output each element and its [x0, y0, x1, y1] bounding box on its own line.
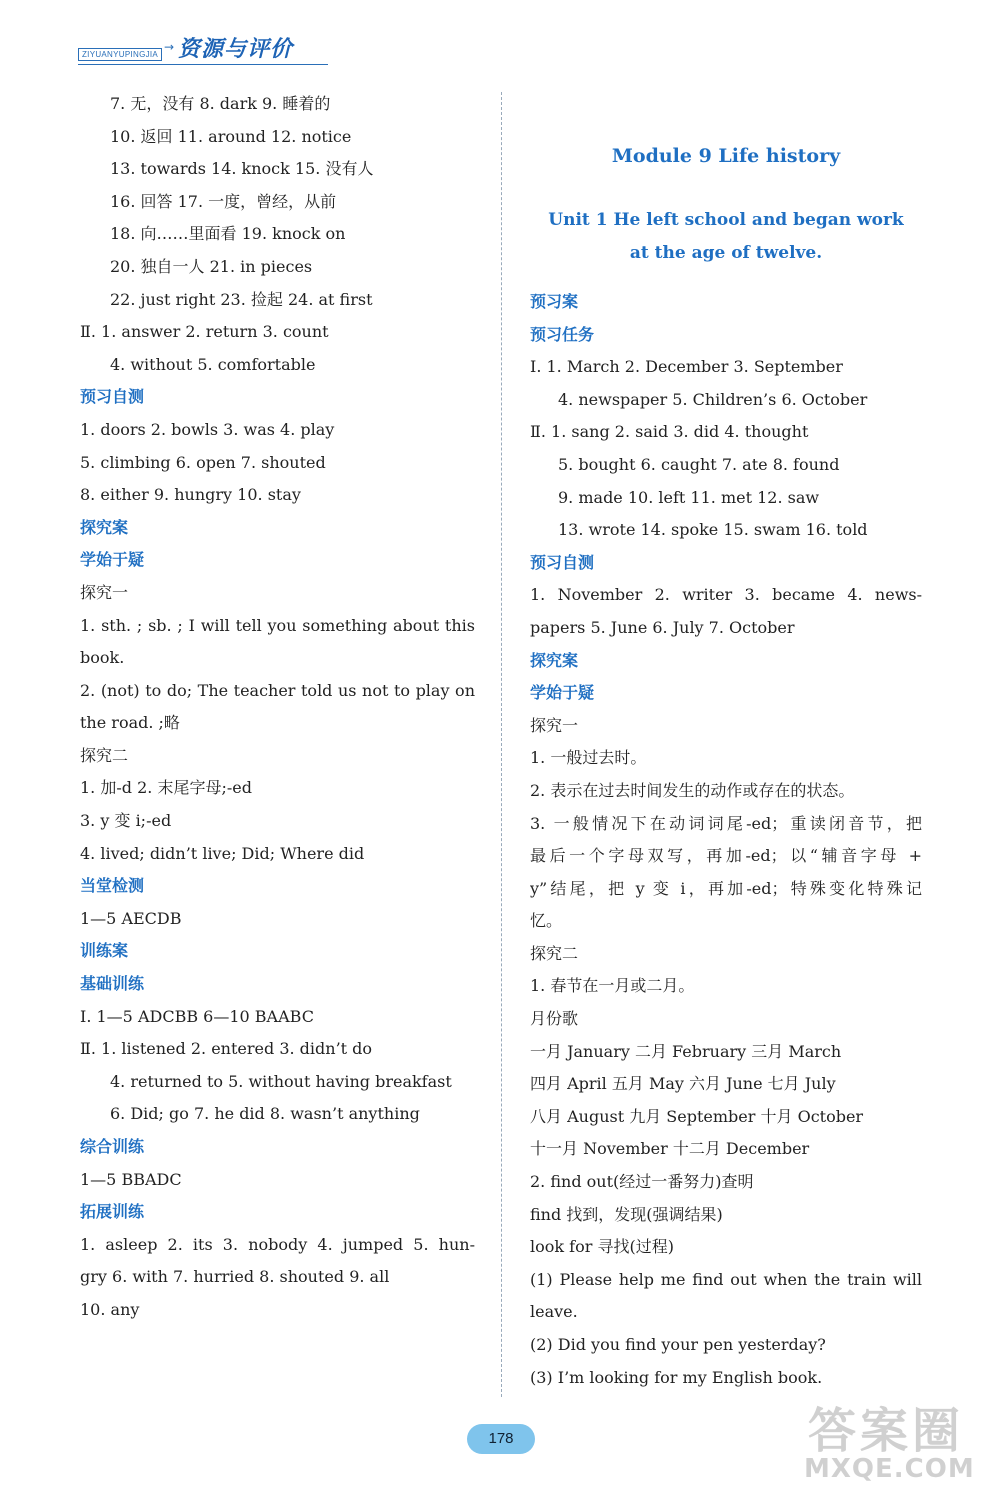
answer-line: (3) I’m looking for my English book. — [530, 1367, 823, 1387]
answer-line: 2. 表示在过去时间发生的动作或存在的状态。 — [530, 780, 855, 800]
answer-line: 1. November 2. writer 3. became 4. news- — [530, 585, 922, 605]
answer-line: look for 寻找(过程) — [530, 1237, 674, 1257]
section-heading: 基础训练 — [80, 974, 145, 994]
answer-line: y”结尾，把 y 变 i，再加-ed；特殊变化特殊记 — [530, 878, 922, 898]
answer-line: 1. sth. ; sb. ; I will tell you something about this — [80, 615, 475, 635]
unit-title-line-2: at the age of twelve. — [629, 243, 823, 263]
answer-line: 9. made 10. left 11. met 12. saw — [558, 487, 820, 507]
answer-line: 4. newspaper 5. Children’s 6. October — [558, 389, 868, 409]
answer-line: 探究二 — [80, 745, 129, 765]
answer-line: 8. either 9. hungry 10. stay — [80, 485, 301, 505]
answer-line: 16. 回答 17. 一度，曾经，从前 — [110, 191, 337, 211]
module-title: Module 9 Life history — [611, 145, 841, 167]
watermark-domain: MXQE.COM — [804, 1454, 975, 1484]
answer-line: 3. y 变 i;-ed — [80, 811, 172, 831]
answer-line: 1. 加-d 2. 末尾字母;-ed — [80, 778, 252, 798]
answer-line: 2. find out(经过一番努力)查明 — [530, 1172, 754, 1192]
answer-line: Ⅱ. 1. listened 2. entered 3. didn’t do — [80, 1039, 373, 1059]
answer-line: 1. doors 2. bowls 3. was 4. play — [80, 419, 335, 439]
answer-line: 3. 一般情况下在动词词尾-ed；重读闭音节，把 — [530, 813, 922, 833]
answer-line: 1. 一般过去时。 — [530, 748, 647, 768]
answer-line: 4. without 5. comfortable — [110, 354, 316, 374]
answer-line: 10. any — [80, 1299, 140, 1319]
answer-line: 月份歌 — [530, 1009, 579, 1029]
answer-line: papers 5. June 6. July 7. October — [530, 617, 795, 637]
answer-line: (2) Did you find your pen yesterday? — [530, 1335, 826, 1354]
page-number-badge: 178 — [467, 1424, 535, 1454]
answer-line: 13. towards 14. knock 15. 没有人 — [110, 159, 374, 179]
answer-line: 18. 向……里面看 19. knock on — [110, 224, 346, 244]
answer-line: Ⅰ. 1. March 2. December 3. September — [530, 357, 843, 377]
page-header — [78, 30, 328, 70]
answer-line: 5. bought 6. caught 7. ate 8. found — [558, 454, 840, 474]
unit-title-line-1: Unit 1 He left school and began work — [548, 210, 904, 230]
answer-line: 1. asleep 2. its 3. nobody 4. jumped 5. hun- — [80, 1234, 475, 1254]
answer-line: 7. 无，没有 8. dark 9. 睡着的 — [110, 94, 331, 113]
answer-line: 10. 返回 11. around 12. notice — [110, 126, 352, 146]
header-rule — [78, 64, 328, 65]
section-heading: 学始于疑 — [80, 550, 145, 570]
answer-line: 四月 April 五月 May 六月 June 七月 July — [530, 1074, 836, 1094]
answer-line: (1) Please help me find out when the train will — [530, 1269, 922, 1289]
answer-line: leave. — [530, 1302, 578, 1322]
answer-line: find 找到，发现(强调结果) — [530, 1204, 723, 1224]
answer-line: Ⅱ. 1. answer 2. return 3. count — [80, 322, 329, 342]
answer-line: 1—5 AECDB — [80, 908, 182, 928]
answer-line: 4. lived; didn’t live; Did; Where did — [80, 843, 365, 863]
answer-line: 5. climbing 6. open 7. shouted — [80, 452, 326, 472]
answer-line: 探究一 — [530, 715, 579, 735]
answer-line: 探究二 — [530, 943, 579, 963]
answer-line: 探究一 — [80, 582, 129, 602]
section-heading: 预习任务 — [530, 324, 595, 344]
answer-line: Ⅰ. 1—5 ADCBB 6—10 BAABC — [80, 1006, 314, 1026]
answer-line: 1. 春节在一月或二月。 — [530, 976, 695, 996]
section-heading: 预习案 — [530, 292, 579, 311]
arrow-icon: → — [164, 40, 175, 54]
right-column-items — [530, 286, 922, 1394]
section-heading: 探究案 — [530, 650, 579, 670]
answer-line: 6. Did; go 7. he did 8. wasn’t anything — [110, 1104, 420, 1124]
answer-line: 4. returned to 5. without having breakfast — [110, 1071, 452, 1091]
answer-line: 十一月 November 十二月 December — [530, 1139, 810, 1159]
column-divider — [501, 92, 502, 1397]
brand-title: 资源与评价 — [178, 37, 294, 62]
answer-line: 22. just right 23. 捡起 24. at first — [110, 289, 373, 309]
brand-subtitle: ZIYUANYUPINGJIA — [78, 48, 162, 61]
answer-line: 最后一个字母双写，再加-ed；以“辅音字母 + — [530, 846, 922, 866]
answer-line: 八月 August 九月 September 十月 October — [530, 1106, 864, 1126]
section-heading: 训练案 — [80, 941, 129, 961]
answer-line: gry 6. with 7. hurried 8. shouted 9. all — [80, 1267, 390, 1287]
section-heading: 当堂检测 — [80, 876, 145, 896]
answer-line: 一月 January 二月 February 三月 March — [530, 1041, 842, 1061]
watermark-text: 答案圈 — [808, 1403, 965, 1459]
section-heading: 拓展训练 — [80, 1202, 145, 1222]
watermark-logo — [798, 1392, 988, 1492]
answer-line: 忆。 — [530, 911, 563, 931]
answer-line: 20. 独自一人 21. in pieces — [110, 256, 313, 276]
section-heading: 探究案 — [80, 517, 129, 537]
answer-line: the road. ;略 — [80, 713, 180, 733]
section-heading: 预习自测 — [530, 552, 595, 572]
answer-line: Ⅱ. 1. sang 2. said 3. did 4. thought — [530, 422, 809, 442]
left-column — [80, 88, 475, 1327]
section-heading: 综合训练 — [80, 1137, 145, 1156]
answer-line: 2. (not) to do; The teacher told us not to play on — [80, 680, 475, 700]
answer-line: 13. wrote 14. spoke 15. swam 16. told — [558, 520, 868, 540]
answer-line: book. — [80, 648, 125, 668]
section-heading: 预习自测 — [80, 387, 145, 407]
answer-line: 1—5 BBADC — [80, 1169, 182, 1189]
right-column — [530, 138, 922, 1394]
section-heading: 学始于疑 — [530, 683, 595, 703]
